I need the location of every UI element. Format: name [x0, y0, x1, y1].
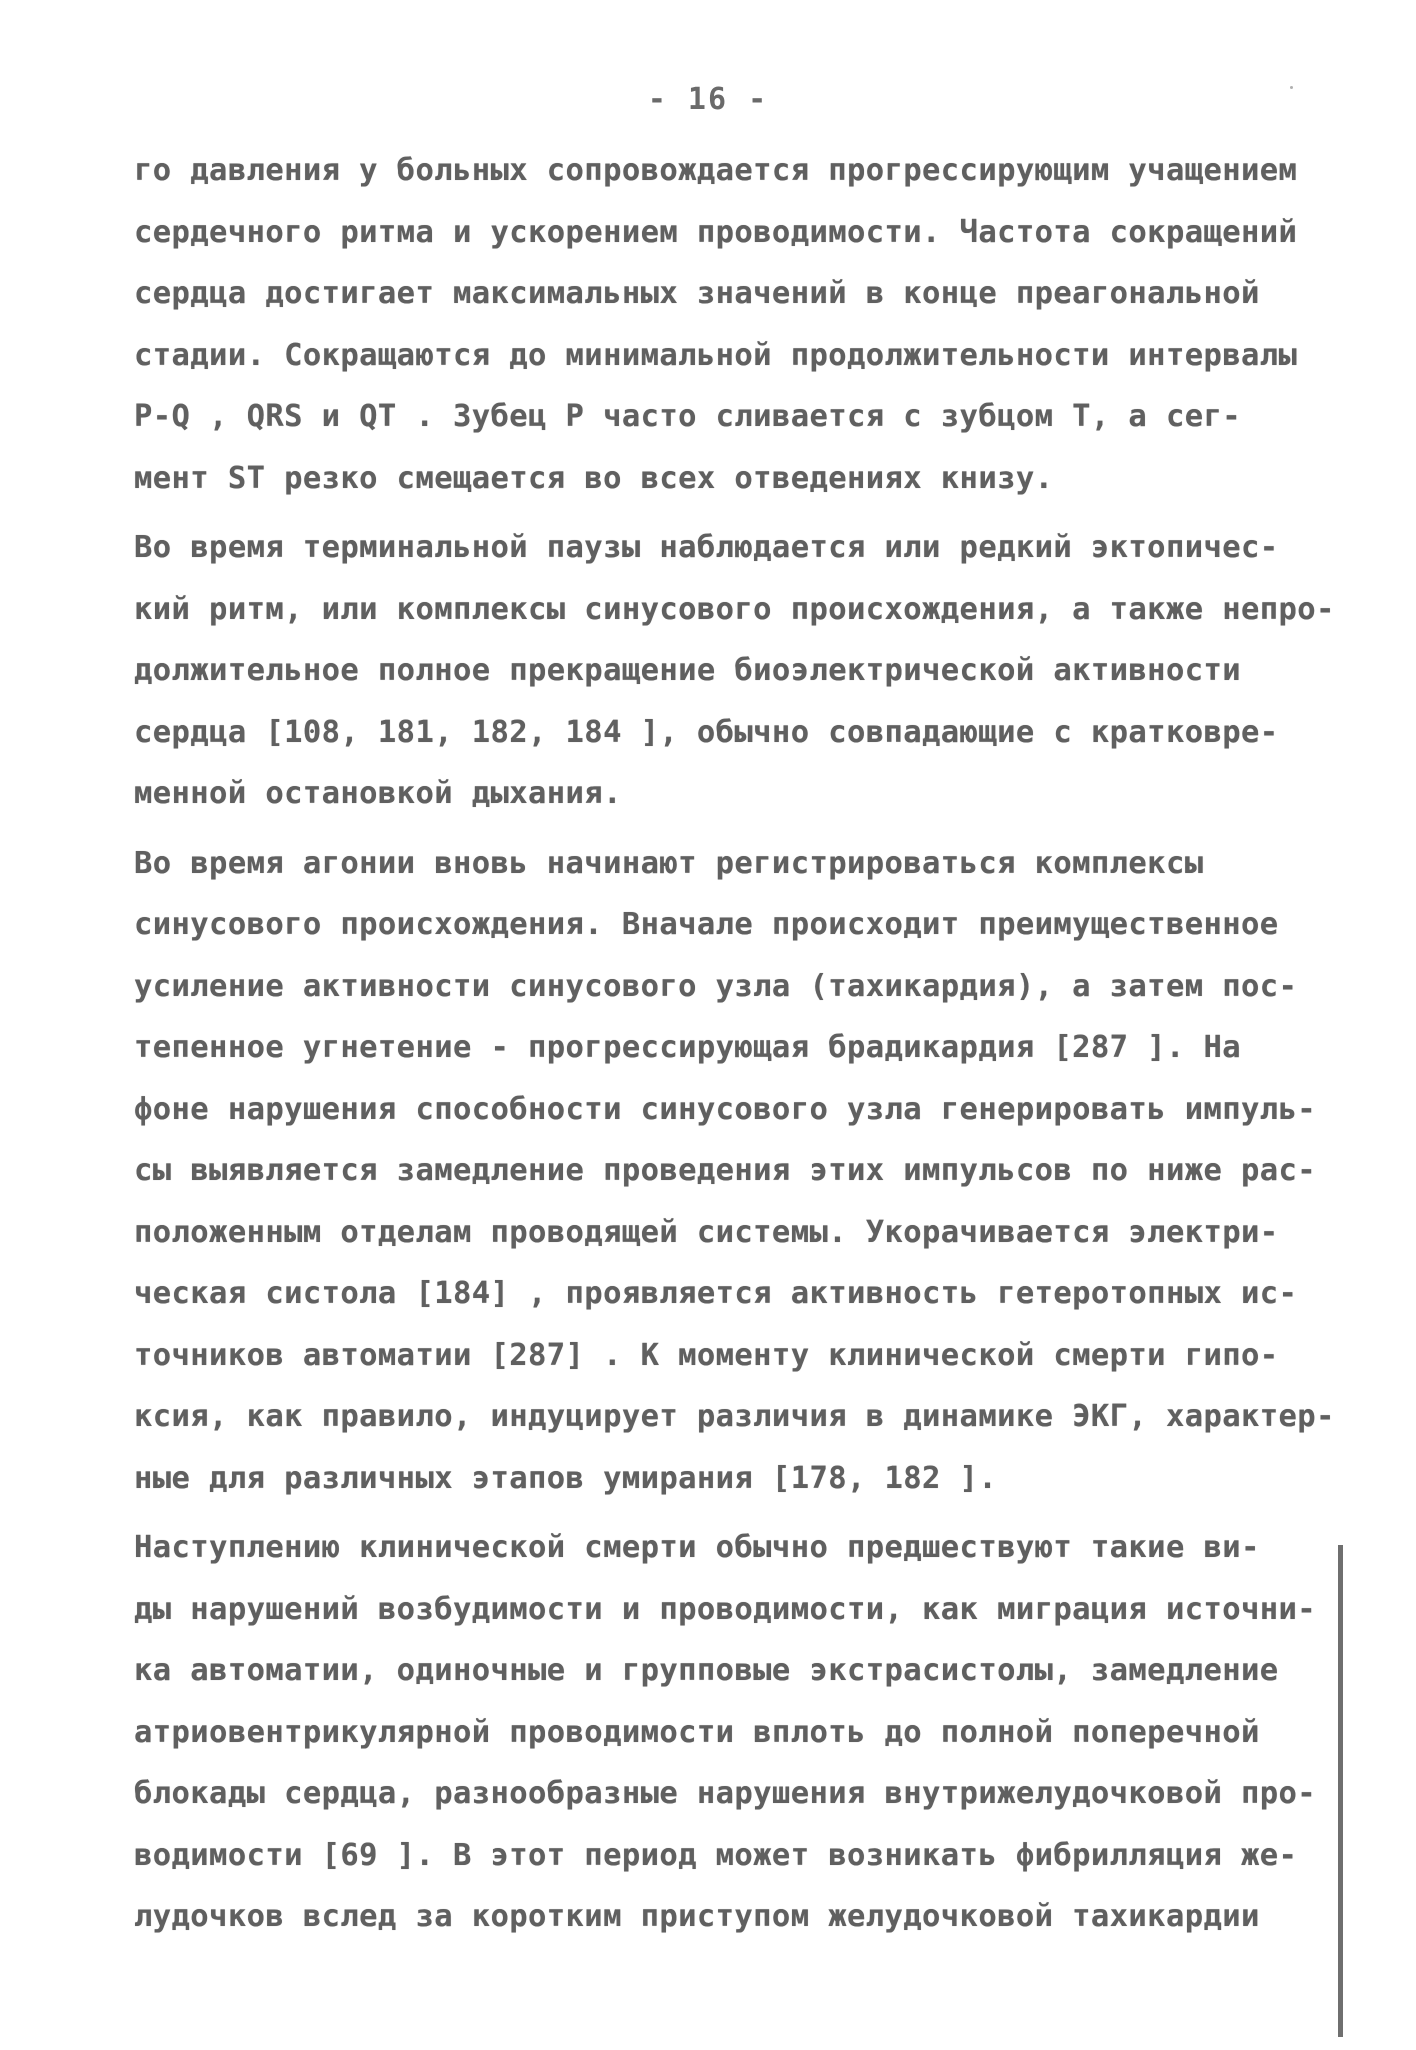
text-line: водимости [69 ]. В этот период может возникать фибрилляция же- [134, 1837, 1298, 1873]
text-line: ка автоматии, одиночные и групповые экстрасистолы, замедление [134, 1653, 1279, 1688]
text-line: тепенное угнетение - прогрессирующая брадикардия [287 ]. На [134, 1030, 1241, 1065]
text-line: должительное полное прекращение биоэлектрической активности [134, 653, 1241, 688]
text-line: блокады сердца, разнообразные нарушения внутрижелудочковой про- [134, 1776, 1317, 1811]
text-line: Во время агонии вновь начинают регистрироваться комплексы [134, 845, 1204, 881]
text-line: лудочков вслед за коротким приступом желудочковой тахикардии [134, 1899, 1260, 1934]
text-line: кий ритм, или комплексы синусового происхождения, а также непро- [134, 591, 1335, 627]
text-line: сердца достигает максимальных значений в конце преагональной [134, 276, 1260, 311]
text-line: Во время терминальной паузы наблюдается или редкий эктопичес- [134, 530, 1279, 565]
text-line: синусового происхождения. Вначале происходит преимущественное [134, 907, 1279, 942]
text-line: ческая систола [184] , проявляется активность гетеротопных ис- [134, 1276, 1298, 1311]
text-line: ные для различных этапов умирания [178, 182 ]. [134, 1460, 998, 1496]
text-line: фоне нарушения способности синусового узла генерировать импуль- [134, 1091, 1317, 1127]
text-line: ксия, как правило, индуцирует различия в динамике ЭКГ, характер- [134, 1399, 1335, 1434]
text-line: положенным отделам проводящей системы. Укорачивается электри- [134, 1214, 1279, 1250]
text-line: P-Q , QRS и QT . Зубец P часто сливается с зубцом T, а сег- [134, 399, 1241, 434]
text-line: мент ST резко смещается во всех отведениях книзу. [134, 460, 1054, 496]
text-line: точников автоматии [287] . К моменту клинической смерти гипо- [134, 1337, 1279, 1373]
text-line: стадии. Сокращаются до минимальной продолжительности интервалы [134, 337, 1298, 373]
text-line: менной остановкой дыхания. [134, 776, 622, 811]
text-line: ды нарушений возбудимости и проводимости, как миграция источни- [134, 1591, 1317, 1627]
margin-mark [1338, 1545, 1343, 2037]
page-number: - 16 - [647, 82, 769, 117]
body-text [134, 140, 1335, 1948]
text-line: сердечного ритма и ускорением проводимости. Частота сокращений [134, 214, 1298, 250]
text-line: сердца [108, 181, 182, 184 ], обычно совпадающие с кратковре- [134, 714, 1279, 750]
text-line: атриовентрикулярной проводимости вплоть до полной поперечной [134, 1714, 1260, 1750]
text-line: усиление активности синусового узла (тахикардия), а затем пос- [134, 968, 1298, 1004]
text-line: сы выявляется замедление проведения этих импульсов по ниже рас- [134, 1153, 1317, 1188]
text-line: Наступлению клинической смерти обычно предшествуют такие ви- [134, 1530, 1260, 1565]
text-line: го давления у больных сопровождается прогрессирующим учащением [134, 153, 1298, 188]
